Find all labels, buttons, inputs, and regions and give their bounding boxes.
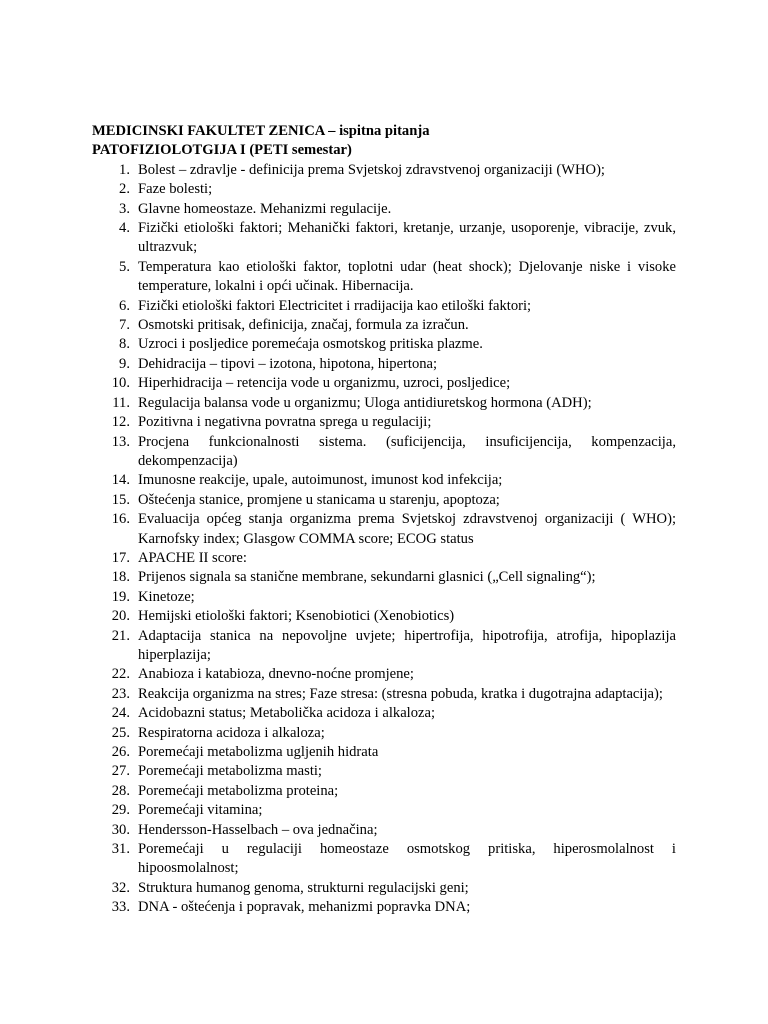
question-text: Procjena funkcionalnosti sistema. (suficijencija, insuficijencija, kompenzacija, dekompenzacija) <box>138 433 676 469</box>
question-number: 14. <box>111 472 130 489</box>
question-number: 33. <box>111 899 130 916</box>
question-item <box>92 335 676 354</box>
question-item <box>92 762 676 781</box>
question-text: Prijenos signala sa stanične membrane, sekundarni glasnici („Cell signaling“); <box>138 569 596 586</box>
question-text: Regulacija balansa vode u organizmu; Uloga antidiuretskog hormona (ADH); <box>138 394 592 411</box>
question-item <box>92 180 676 199</box>
question-text: Fizički etiološki faktori Electricitet i rradijacija kao etiloški faktori; <box>138 297 532 314</box>
question-item <box>92 355 676 374</box>
question-item <box>92 898 676 917</box>
question-text: Imunosne reakcije, upale, autoimunost, imunost kod infekcija; <box>138 472 503 489</box>
question-number: 10. <box>111 375 130 392</box>
question-item <box>92 879 676 898</box>
question-number: 19. <box>111 588 130 605</box>
question-number: 17. <box>111 549 130 566</box>
question-number: 20. <box>111 608 130 625</box>
question-text: Dehidracija – tipovi – izotona, hipotona, hipertona; <box>138 355 438 372</box>
question-text: Respiratorna acidoza i alkaloza; <box>138 724 325 741</box>
question-text: APACHE II score: <box>138 549 247 566</box>
question-text: Reakcija organizma na stres; Faze stresa: (stresna pobuda, kratka i dugotrajna adaptacija); <box>138 685 663 702</box>
question-text: Poremećaji metabolizma masti; <box>138 763 322 780</box>
question-number: 8. <box>119 336 130 353</box>
question-item <box>92 491 676 510</box>
question-item <box>92 801 676 820</box>
question-text: Faze bolesti; <box>138 181 213 198</box>
question-item <box>92 782 676 801</box>
question-text: Uzroci i posljedice poremećaja osmotskog pritiska plazme. <box>138 336 483 353</box>
question-number: 25. <box>111 724 130 741</box>
question-text: Anabioza i katabioza, dnevno-noćne promjene; <box>138 666 414 683</box>
question-item <box>92 471 676 490</box>
question-item <box>92 374 676 393</box>
question-number: 1. <box>119 161 130 178</box>
question-number: 4. <box>119 220 130 237</box>
question-number: 9. <box>119 355 130 372</box>
question-item <box>92 258 676 297</box>
question-number: 32. <box>111 879 130 896</box>
question-number: 22. <box>111 666 130 683</box>
question-item <box>92 724 676 743</box>
question-text: Kinetoze; <box>138 588 195 605</box>
question-text: Oštećenja stanice, promjene u stanicama u starenju, apoptoza; <box>138 491 500 508</box>
question-text: Bolest – zdravlje - definicija prema Svjetskoj zdravstvenoj organizaciji (WHO); <box>138 161 605 178</box>
question-number: 18. <box>111 569 130 586</box>
question-item <box>92 394 676 413</box>
question-text: Temperatura kao etiološki faktor, toplotni udar (heat shock); Djelovanje niske i visoke temperature, lokalni i opći učinak. Hibernacija. <box>138 258 676 295</box>
question-item <box>92 607 676 626</box>
question-item <box>92 510 676 549</box>
question-number: 12. <box>111 414 130 431</box>
faculty-title: MEDICINSKI FAKULTET ZENICA – ispitna pitanja <box>92 123 430 139</box>
question-text: Hendersson-Hasselbach – ova jednačina; <box>138 821 378 838</box>
question-item <box>92 219 676 258</box>
question-text: Evaluacija općeg stanja organizma prema Svjetskoj zdravstvenoj organizaciji ( WHO); Karnofsky index; Glasgow COMMA score; ECOG status <box>138 511 676 547</box>
question-item <box>92 433 676 472</box>
question-number: 15. <box>111 491 130 508</box>
question-number: 28. <box>111 782 130 799</box>
question-item <box>92 161 676 180</box>
question-number: 29. <box>111 802 130 819</box>
question-text: Struktura humanog genoma, strukturni regulacijski geni; <box>138 879 469 896</box>
question-text: Poremećaji metabolizma ugljenih hidrata <box>138 744 379 760</box>
question-item <box>92 627 676 666</box>
question-item <box>92 413 676 432</box>
question-number: 3. <box>119 200 130 217</box>
question-number: 6. <box>119 297 130 314</box>
question-number: 7. <box>119 317 130 334</box>
question-text: DNA - oštećenja i popravak, mehanizmi popravka DNA; <box>138 899 471 916</box>
question-text: Fizički etiološki faktori; Mehanički faktori, kretanje, urzanje, usoporenje, vibracije, zvuk, ultrazvuk; <box>138 220 676 256</box>
question-number: 24. <box>111 705 130 722</box>
question-number: 26. <box>111 744 130 760</box>
question-item <box>92 316 676 335</box>
question-number: 30. <box>111 821 130 838</box>
question-item <box>92 665 676 684</box>
question-text: Osmotski pritisak, definicija, značaj, formula za izračun. <box>138 317 469 334</box>
question-text: Hiperhidracija – retencija vode u organizmu, uzroci, posljedice; <box>138 375 511 392</box>
course-title: PATOFIZIOLOTGIJA I (PETI semestar) <box>92 142 352 159</box>
question-text: Poremećaji metabolizma proteina; <box>138 782 339 799</box>
question-number: 2. <box>119 181 130 198</box>
question-number: 21. <box>111 627 130 644</box>
question-text: Acidobazni status; Metabolička acidoza i alkaloza; <box>138 705 436 722</box>
question-text: Poremećaji vitamina; <box>138 802 263 819</box>
question-text: Pozitivna i negativna povratna sprega u regulaciji; <box>138 414 432 431</box>
question-number: 27. <box>111 763 130 780</box>
question-item <box>92 297 676 316</box>
question-text: Poremećaji u regulaciji homeostaze osmotskog pritiska, hiperosmolalnost i hipoosmolalnost; <box>138 841 676 877</box>
question-number: 23. <box>111 685 130 702</box>
question-number: 16. <box>111 511 130 528</box>
question-item <box>92 840 676 879</box>
question-text: Adaptacija stanica na nepovoljne uvjete; hipertrofija, hipotrofija, atrofija, hipoplazija hiperplazija; <box>138 627 676 663</box>
question-number: 11. <box>112 394 130 411</box>
question-number: 31. <box>111 841 130 858</box>
question-item <box>92 568 676 587</box>
question-item <box>92 743 676 762</box>
question-number: 5. <box>119 258 130 275</box>
question-number: 13. <box>111 433 130 450</box>
question-item <box>92 821 676 840</box>
question-item <box>92 685 676 704</box>
question-text: Glavne homeostaze. Mehanizmi regulacije. <box>138 200 392 217</box>
exam-question-list <box>92 161 676 918</box>
question-item <box>92 549 676 568</box>
question-text: Hemijski etiološki faktori; Ksenobiotici (Xenobiotics) <box>138 608 455 625</box>
question-item <box>92 200 676 219</box>
question-item <box>92 704 676 723</box>
question-item <box>92 588 676 607</box>
